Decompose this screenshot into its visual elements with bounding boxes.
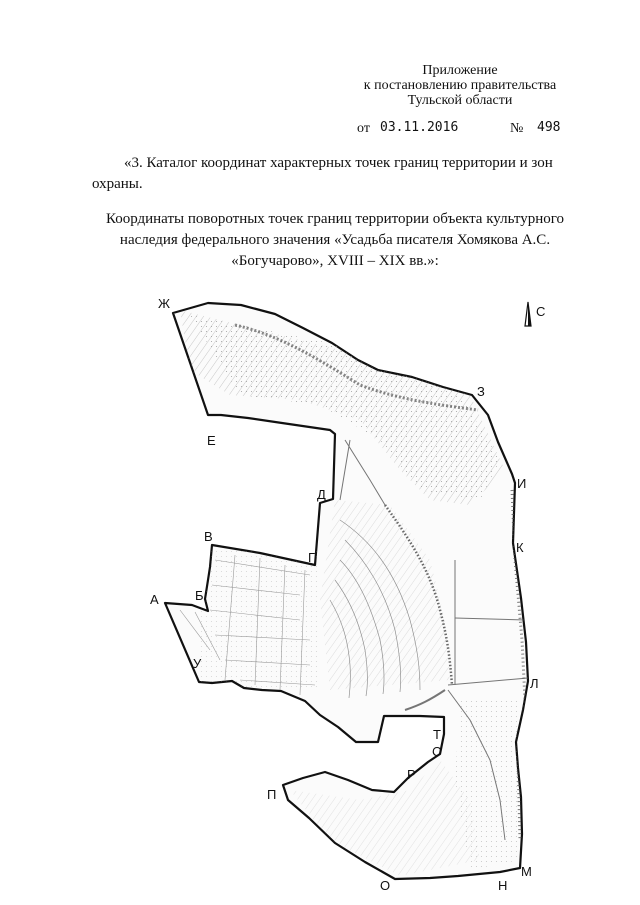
title-line-3: «Богучарово», XVIII – XIX вв.»: — [231, 253, 439, 269]
point-label-l: Л — [530, 676, 539, 691]
point-label-k: К — [516, 540, 524, 555]
header-line-3: Тульской области — [407, 93, 513, 108]
header-line-2: к постановлению правительства — [363, 78, 557, 93]
number-prefix: № — [510, 121, 524, 136]
point-label-o: О — [380, 878, 391, 893]
title-line-2: наследия федерального значения «Усадьба писателя Хомякова А.С. — [119, 232, 551, 248]
title-line-1: Координаты поворотных точек границ территории объекта культурного — [105, 211, 565, 227]
point-label-v: В — [204, 529, 213, 544]
point-label-b: Б — [195, 588, 204, 603]
point-label-d: Д — [317, 487, 326, 502]
catalog-heading-line-1: «3. Каталог координат характерных точек границ территории и зон — [124, 155, 553, 171]
resolution-date: 03.11.2016 — [380, 120, 459, 135]
date-prefix: от — [357, 121, 370, 136]
point-label-p: П — [267, 787, 277, 802]
header-line-1: Приложение — [422, 63, 498, 78]
point-label-a: А — [150, 592, 159, 607]
point-label-zh: Ж — [158, 296, 171, 311]
point-label-r: Р — [407, 767, 416, 782]
point-label-e: Е — [207, 433, 216, 448]
point-label-z: З — [477, 384, 485, 399]
point-label-u: У — [193, 656, 202, 671]
point-label-m: М — [521, 864, 532, 879]
north-arrow-icon — [525, 302, 531, 326]
point-label-g: Г — [308, 550, 316, 565]
point-label-t: Т — [433, 727, 441, 742]
catalog-heading-line-2: охраны. — [92, 176, 143, 192]
north-arrow-label: С — [536, 304, 546, 319]
point-label-i: И — [517, 476, 527, 491]
village-dots — [200, 550, 320, 690]
resolution-number: 498 — [537, 120, 561, 135]
point-label-n: Н — [498, 878, 508, 893]
point-label-s: С — [432, 744, 442, 759]
